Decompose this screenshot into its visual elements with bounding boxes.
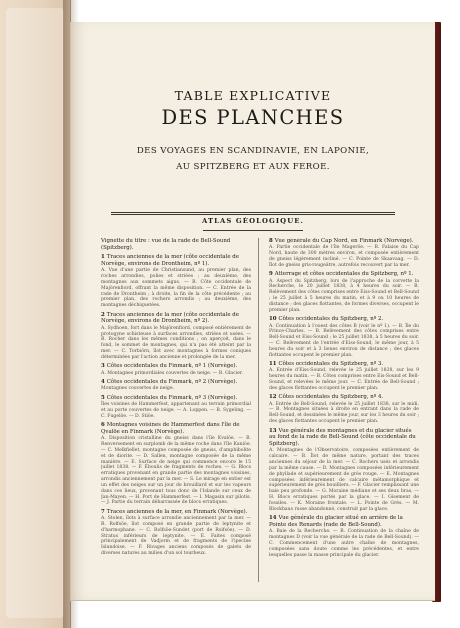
plate-heading bbox=[101, 254, 251, 268]
plate-title: Côtes occidentales du Finmark, nº 3 (Norvège). bbox=[106, 394, 238, 401]
plate-entry bbox=[101, 395, 251, 420]
plate-heading bbox=[269, 361, 419, 368]
section-heading: ATLAS GÉOLOGIQUE. bbox=[202, 217, 304, 225]
plate-description: A. Continuation à l'ouest des côtes B (voir le nº 1). — B. Île du Prince-Charles. — B. Relèvement des côtes comprises entre Bell-Sound et Eiss-Sound ; le 25 juillet 1838, à 5 heures du soir. — C. Relèvement de l'entrée d'Eiss-Sound, le même jour, à 5 heures du soir et à 3 lieues environ de distance ; des glaces flottantes occupent le premier plan. bbox=[269, 323, 419, 358]
plate-heading bbox=[269, 428, 419, 448]
plate-number: 5 bbox=[101, 394, 105, 401]
plate-description: A. Montagnes primordiales couvertes de neige. — B. Glacier. bbox=[101, 370, 243, 376]
plate-description: A. Montagnes de l'Observatoire, composées entièrement de calcaire. — B. Îlot de même nature, portant des traces anciennes du séjour de la mer. — C. Rochers usés et arrondis par la même cause. — D. Montagnes composées inférieurement de phyllade et supérieurement de grès rouge. — E. Montagnes composées inférieurement de calcaire métamorphique et supérieurement de grès bouilliers. — F. Glacier remplissant une baie peu profonde. — G. Moraine médiane et ses deux bras. — H. Blocs erratiques portés par la glace. — I. Gisement de fossiles. — K. Moraine frontale. — L. Pointe de Grès. — M. Blockhaus russe abandonné, construit par la glace. bbox=[269, 448, 419, 512]
plate-number: 7 bbox=[101, 508, 105, 515]
plate-description: A. Disposition cristalline du gneiss dans l'île Kvalöe. — B. Renversement en surplomb de la même roche dans l'île Kaniöe. — C. Melkfiellet, montagne composée de gneiss, d'amphibolite et de diorite. — D. Sallen, montagne composée de la même manière. — E. Surface de neige qui commence encore le 15 juillet 1838. — F. Éboulis de fragments de roches. — G. Blocs erratiques provenant en grande partie des montagnes voisines, arrondis anciennement par la mer. — S. Le mirage en entier est un effet des neiges sur un jour de brouillard et sur les vapeurs dans ces lieux, provenant tous donc de l'Islande sur ceux de Jan-Mayen. — H. Port de Hammerfest. — I. Magasin sur pilotis. — J. Partie du terrain débarrassée de blocs erratiques. bbox=[101, 436, 251, 506]
plate-heading bbox=[101, 363, 251, 370]
plate-heading bbox=[269, 271, 419, 278]
plate-title: Vignette du titre : vue de la rade de Bell-Sound (Spitzberg). bbox=[101, 238, 231, 251]
plate-title: Côtes occidentales du Spitzberg, nº 4. bbox=[278, 394, 384, 401]
plate-title: Vue générale du glacier situé en arrière de la Pointe des Renards (rade de Bell-Sound). bbox=[269, 515, 403, 528]
title-line-1: TABLE EXPLICATIVE bbox=[174, 88, 332, 103]
plate-heading bbox=[269, 515, 419, 529]
plate-title: Côtes occidentales du Spitzberg, nº 2. bbox=[278, 316, 384, 323]
plate-heading bbox=[101, 395, 251, 402]
plate-number: 6 bbox=[101, 422, 105, 429]
plate-entry bbox=[101, 363, 251, 376]
plate-title: Vue générale du Cap Nord, en Finmark (Norvège). bbox=[274, 238, 414, 244]
plate-title: Montagnes voisines de Hammerfest dans l'île de Qvalöe en Finmark (Norvège). bbox=[101, 422, 240, 435]
divider-rule bbox=[111, 214, 395, 215]
plate-entry bbox=[269, 316, 419, 358]
plate-number: 1 bbox=[101, 254, 105, 261]
plate-entry bbox=[269, 515, 419, 558]
divider-rule bbox=[111, 212, 395, 213]
plate-title: Vue générale des montagnes et du glacier situés au fond de la rade de Bell-Sound (côte occidentale du Spitzberg). bbox=[269, 427, 416, 448]
plate-description: A. Aspect du Spitzberg, lors de l'approche de la corvette la Recherche, le 20 juillet 1838, à 4 heures du soir. — B. Relèvement des côtes comprises entre Eiss-Sound et Bell-Sound ; le 25 juillet à 5 heures du matin, et à 9 ou 10 heures de distance ; des glaces flottantes, de formes diverses, occupent le premier plan. bbox=[269, 278, 419, 313]
plate-description: A. Baie de la Recherche. — B. Continuation de la chaîne de montagnes D (voir la vue générale de la rade de Bell-Sound). — C. Commencement d'une autre chaîne de montagnes, composées sans doute comme les précédentes, et entre lesquelles passe la masse principale du glacier. bbox=[269, 529, 419, 558]
plate-title: Côtes occidentales du Finmark, nº 1 (Norvège). bbox=[106, 363, 238, 370]
plate-title: Traces anciennes de la mer (côte occidentale de Norvège, environs de Drontheim, nº 1). bbox=[101, 254, 239, 267]
plate-description: Montagnes couvertes de neige. bbox=[101, 386, 175, 392]
plate-title: Atterrage et côtes occidentales du Spitzberg, nº 1. bbox=[274, 271, 414, 278]
plate-entry bbox=[101, 312, 251, 361]
plate-description: A. Sydhoen, fort dans le Majörenfiord, composé entièrement de protogyne schisteuse à surfaces arrondies, striées et usées. — B. Rocher dans les mêmes conditions ; on aperçoit, dans le fond, le sommet de montagnes, qui n'a pas été atteint par la mer. — C. Torbiörn, îlot avec montagnes à formes coniques déterminées par l'action ancienne et prolongée de la mer. bbox=[101, 325, 251, 360]
subtitle-line-2: AU SPITZBERG ET AUX FEROE. bbox=[176, 162, 330, 172]
plate-number: 11 bbox=[269, 361, 277, 368]
plate-entry bbox=[269, 361, 419, 392]
left-column bbox=[101, 238, 251, 590]
plate-heading bbox=[101, 312, 251, 326]
column-divider bbox=[258, 238, 259, 582]
plate-description: A. Entrée d'Eiss-Sound, relevée le 25 juillet 1838, sur les 9 heures du matin. — B. Côtes comprises entre Eis-Sound et Bell-Sound, et relevées le même jour. — C. Entrée de Bell-Sound ; des glaces flottantes occupent le premier plan. bbox=[269, 368, 419, 391]
left-cover-page bbox=[0, 0, 71, 628]
plate-number: 4 bbox=[101, 379, 105, 385]
plate-heading bbox=[101, 422, 251, 436]
plate-number: 12 bbox=[269, 394, 277, 401]
subtitle-line-1: DES VOYAGES EN SCANDINAVIE, EN LAPONIE, bbox=[136, 146, 370, 156]
plate-description: A. Stolen, îlots à surface arrondie anciennement par la mer. — B. Rolfsöe, îlot composé en grande partie de leptynite et d'harmophane. — C. Rolfsöe-Sundet (port de Rolfsöe). — D. Stratus inférieurs de leptynite. — E. Faites composé principalement de Vadjorm et de fragments de l'ipecine Islandoise. — F. Rivages anciens composés de galets de diverses natures au milieu d'un sol tourbeux. bbox=[101, 516, 251, 557]
title-line-2: DES PLANCHES bbox=[161, 106, 345, 129]
plate-heading bbox=[101, 238, 251, 252]
title-page bbox=[70, 22, 435, 601]
plate-description: A. Partie occidentale de l'île Magerôe. — B. Falaise du Cap Nord, haute de 300 mètres environ, et composée entièrement de gneiss légèrement incliné. — C. Pointe de Skaavaag. — D. Îlot de gneiss gris-rougeâtre, autrefois recouvert par la mer. bbox=[269, 245, 419, 268]
plate-entry bbox=[101, 238, 251, 252]
plate-title: Côtes occidentales du Spitzberg, nº 3. bbox=[278, 361, 384, 368]
plate-entry bbox=[269, 428, 419, 513]
plate-number: 10 bbox=[269, 316, 277, 323]
plate-number: 14 bbox=[269, 515, 277, 522]
plate-description: A. Entrée de Bell-Sound, relevée le 25 juillet 1838, sur le midi. — B. Montagnes situées à droite en entrant dans la rade de Bell-Sound, et dessinées le même jour, sur les 3 heures du soir ; des glaces flottantes occupent le premier plan. bbox=[269, 401, 419, 425]
cover-edge bbox=[6, 8, 64, 618]
plate-title: Côtes occidentales du Finmark, nº 2 (Norvège). bbox=[106, 379, 238, 385]
plate-entry bbox=[101, 254, 251, 309]
plate-entry bbox=[269, 238, 419, 269]
plate-entry bbox=[101, 379, 251, 392]
plate-number: 9 bbox=[269, 271, 273, 278]
plate-number: 2 bbox=[101, 311, 105, 318]
plate-heading bbox=[101, 379, 251, 386]
plate-heading bbox=[269, 316, 419, 323]
plate-heading bbox=[269, 238, 419, 245]
plate-title: Traces anciennes de la mer (côte occidentale de Norvège, environs de Drontheim, nº 2). bbox=[101, 311, 239, 325]
plate-entry bbox=[101, 509, 251, 557]
plate-number: 3 bbox=[101, 363, 105, 370]
plate-entry bbox=[269, 271, 419, 313]
section-underline bbox=[203, 230, 303, 231]
plate-title: Traces anciennes de la mer, en Finmark (Norvège). bbox=[106, 508, 248, 515]
plate-description: Îles voisines de Hammerfest, appartenant au terrain primordial et au porte couvertes de neige. — A. Loppen. — B. Sygeling. — C. Fugelöe. — D. Stiöe. bbox=[101, 402, 251, 419]
plate-heading bbox=[101, 509, 251, 516]
right-column bbox=[269, 238, 419, 590]
plate-heading bbox=[269, 394, 419, 401]
plate-entry bbox=[269, 394, 419, 425]
plate-number: 13 bbox=[269, 427, 277, 434]
plate-description: A. Vue d'une partie de Christiansund, au premier plan, des roches arrondies, polies et striées ; au deuxième, des montagnes aux sommets aigus. — B. Côte occidentale de Majörenfiord, offrant la même disposition. — C. Entrée de la rade de Drontheim ; à droite, la fin de la côte précédente ; au premier plan, des rochers arrondis ; au deuxième, des montagnes déchiquetées. bbox=[101, 268, 251, 309]
plate-entry bbox=[101, 422, 251, 506]
plate-number: 8 bbox=[269, 238, 273, 244]
